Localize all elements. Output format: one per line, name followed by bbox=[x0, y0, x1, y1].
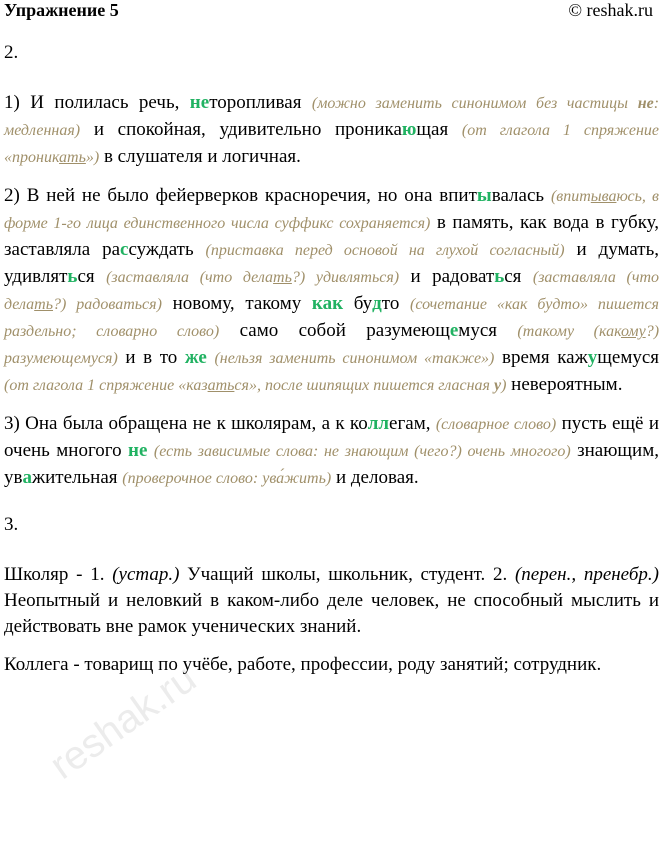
paragraph-2: 2) В ней не было фейерверков красноречия, но она впитывалась (впитываюсь, в форме 1-го лица единственного числа суффикс сохраняется) в память, как вода в губку, заставляла рассуждать (приставка перед основой на глухой согласный) и думать, удивляться (заставляла (что делать?) удивляться) и радоваться (заставляла (что делать?) радоваться) новому, такому как будто (сочетание «как будто» пишется раздельно; словарно слово) само собой разумеющемуся (такому (какому?) разумеющемуся) и в то же (нельзя заменить синонимом «также») время кажущемуся (от глагола 1 спряжение «казаться», после шипящих пишется гласная у) невероятным. bbox=[4, 185, 659, 395]
paragraph-3: 3) Она была обращена не к школярам, а к коллегам, (словарное слово) пусть ещё и очень многого не (есть зависимые слова: не знающим (чего?) очень многого) знающим, уважительная (проверочное слово: ува́жить) и деловая. bbox=[4, 413, 659, 488]
definition-shkolyar: Школяр - 1. (устар.) Учащий школы, школьник, студент. 2. (перен., пренебр.) Неопытный и неловкий в каком-либо деле человек, не способный мыслить и действовать вне рамок ученических знаний. bbox=[4, 564, 659, 637]
content bbox=[4, 40, 659, 690]
definition-kollega: Коллега - товарищ по учёбе, работе, профессии, роду занятий; сотрудник. bbox=[4, 654, 602, 675]
paragraph-1: 1) И полилась речь, неторопливая (можно заменить синонимом без частицы не: медленная) и спокойная, удивительно проникающая (от глагола 1 спряжение «проникать») в слушателя и логичная. bbox=[4, 92, 659, 167]
watermark: reshak.ru bbox=[42, 656, 205, 788]
header bbox=[0, 0, 659, 22]
section-2-number: 2. bbox=[4, 42, 19, 63]
site-copyright[interactable]: © reshak.ru bbox=[568, 0, 653, 20]
section-3-number: 3. bbox=[4, 514, 19, 535]
note: (можно заменить синонимом без частицы не: медленная) bbox=[4, 95, 659, 139]
exercise-title: Упражнение 5 bbox=[4, 0, 119, 20]
